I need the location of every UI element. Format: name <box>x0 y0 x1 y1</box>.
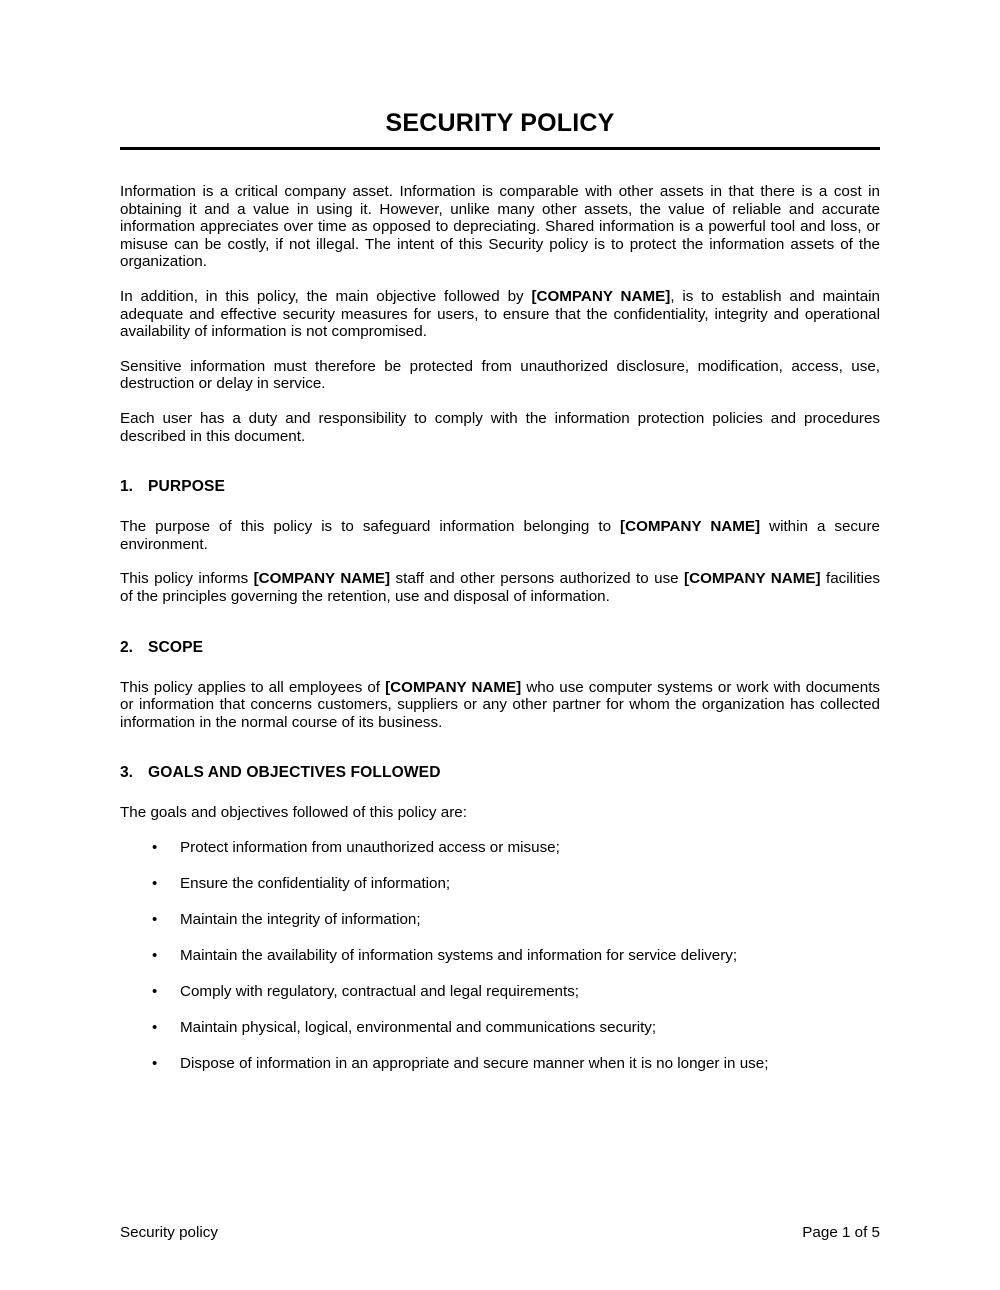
section-paragraph <box>120 679 880 732</box>
list-item <box>120 875 880 911</box>
list-item-label: Maintain physical, logical, environmental and communications security; <box>180 1018 657 1036</box>
list-item <box>120 1055 880 1091</box>
bullet-icon <box>152 875 180 893</box>
bullet-icon <box>152 1055 180 1073</box>
intro-paragraph <box>120 358 880 393</box>
footer-document-name: Security policy <box>120 1224 218 1241</box>
section-heading-purpose <box>120 478 880 496</box>
spacer <box>120 445 880 478</box>
text-run: The purpose of this policy is to safeguard information belonging to <box>120 518 621 536</box>
list-item <box>120 947 880 983</box>
text-run: who use computer systems or work with documents or information that concerns customers, suppliers or any other partner for whom the organization has collected information in the normal course of its business. <box>120 678 881 731</box>
spacer <box>120 150 880 183</box>
numbered-sections <box>120 445 880 1091</box>
bullet-icon <box>152 911 180 929</box>
list-item <box>120 911 880 947</box>
company-name-placeholder: [COMPANY NAME] <box>253 570 391 588</box>
list-item-label: Maintain the availability of information systems and information for service delivery; <box>180 946 738 964</box>
company-name-placeholder: [COMPANY NAME] <box>385 678 522 696</box>
section-label: GOALS AND OBJECTIVES FOLLOWED <box>148 764 441 782</box>
spacer <box>120 657 880 679</box>
bullet-icon <box>152 1019 180 1037</box>
page-footer <box>120 1224 880 1242</box>
spacer <box>120 822 880 839</box>
company-name-placeholder: [COMPANY NAME] <box>531 287 671 305</box>
list-item <box>120 839 880 875</box>
company-name-placeholder: [COMPANY NAME] <box>684 570 821 588</box>
text-run: The goals and objectives followed of this policy are: <box>120 804 467 822</box>
section-paragraph <box>120 804 880 822</box>
text-run: Each user has a duty and responsibility to comply with the information protection policies and procedures described in this document. <box>120 409 880 445</box>
text-run: Information is a critical company asset. Information is comparable with other assets in that there is a cost in obtaining it and a value in using it. However, unlike many other assets, the value of reliable and accurate information appreciates over time as opposed to depreciating. Shared information is a powerful tool and loss, or misuse can be costly, if not illegal. The intent of this Security policy is to protect the information assets of the organization. <box>120 183 880 271</box>
spacer <box>120 393 880 410</box>
section-paragraph <box>120 518 880 553</box>
company-name-placeholder: [COMPANY NAME] <box>620 518 761 536</box>
spacer <box>120 782 880 804</box>
text-run: This policy applies to all employees of <box>120 678 386 696</box>
bullet-icon <box>152 947 180 965</box>
page-title: SECURITY POLICY <box>385 109 615 137</box>
section-label: PURPOSE <box>148 478 225 496</box>
section-number: 1. <box>120 478 134 496</box>
footer-page-number: Page 1 of 5 <box>802 1224 880 1241</box>
spacer <box>120 553 880 570</box>
list-item <box>120 983 880 1019</box>
section-number: 3. <box>120 764 134 782</box>
text-run: In addition, in this policy, the main objective followed by <box>120 287 532 305</box>
section-label: SCOPE <box>148 638 204 656</box>
intro-paragraph <box>120 288 880 341</box>
list-item-label: Maintain the integrity of information; <box>180 910 421 928</box>
bullet-icon <box>152 983 180 1001</box>
text-run: staff and other persons authorized to use <box>390 570 685 588</box>
section-heading-scope <box>120 639 880 657</box>
section-number: 2. <box>120 638 134 656</box>
goals-bullet-list <box>120 839 880 1091</box>
spacer <box>120 731 880 764</box>
list-item-label: Comply with regulatory, contractual and legal requirements; <box>180 982 580 1000</box>
intro-paragraph <box>120 183 880 271</box>
text-run: Sensitive information must therefore be protected from unauthorized disclosure, modification, access, use, destruction or delay in service. <box>120 357 880 393</box>
list-item-label: Protect information from unauthorized access or misuse; <box>180 838 560 856</box>
intro-paragraph <box>120 410 880 445</box>
list-item-label: Dispose of information in an appropriate and secure manner when it is no longer in use; <box>180 1054 769 1072</box>
text-run: , is to establish and maintain adequate and effective security measures for users, to ensure that the confidentiality, integrity and operational availability of information is not compromised. <box>120 287 880 341</box>
list-item-label: Ensure the confidentiality of information; <box>180 874 451 892</box>
text-run: within a secure environment. <box>120 518 880 553</box>
spacer <box>120 606 880 639</box>
spacer <box>120 496 880 518</box>
section-paragraph <box>120 570 880 605</box>
document-content <box>120 0 880 1091</box>
text-run: This policy informs <box>120 570 254 588</box>
bullet-icon <box>152 839 180 857</box>
text-run: facilities of the principles governing the retention, use and disposal of information. <box>120 570 880 605</box>
section-heading-goals <box>120 764 880 782</box>
spacer <box>120 271 880 288</box>
list-item <box>120 1019 880 1055</box>
intro-section <box>120 183 880 445</box>
spacer <box>120 341 880 358</box>
